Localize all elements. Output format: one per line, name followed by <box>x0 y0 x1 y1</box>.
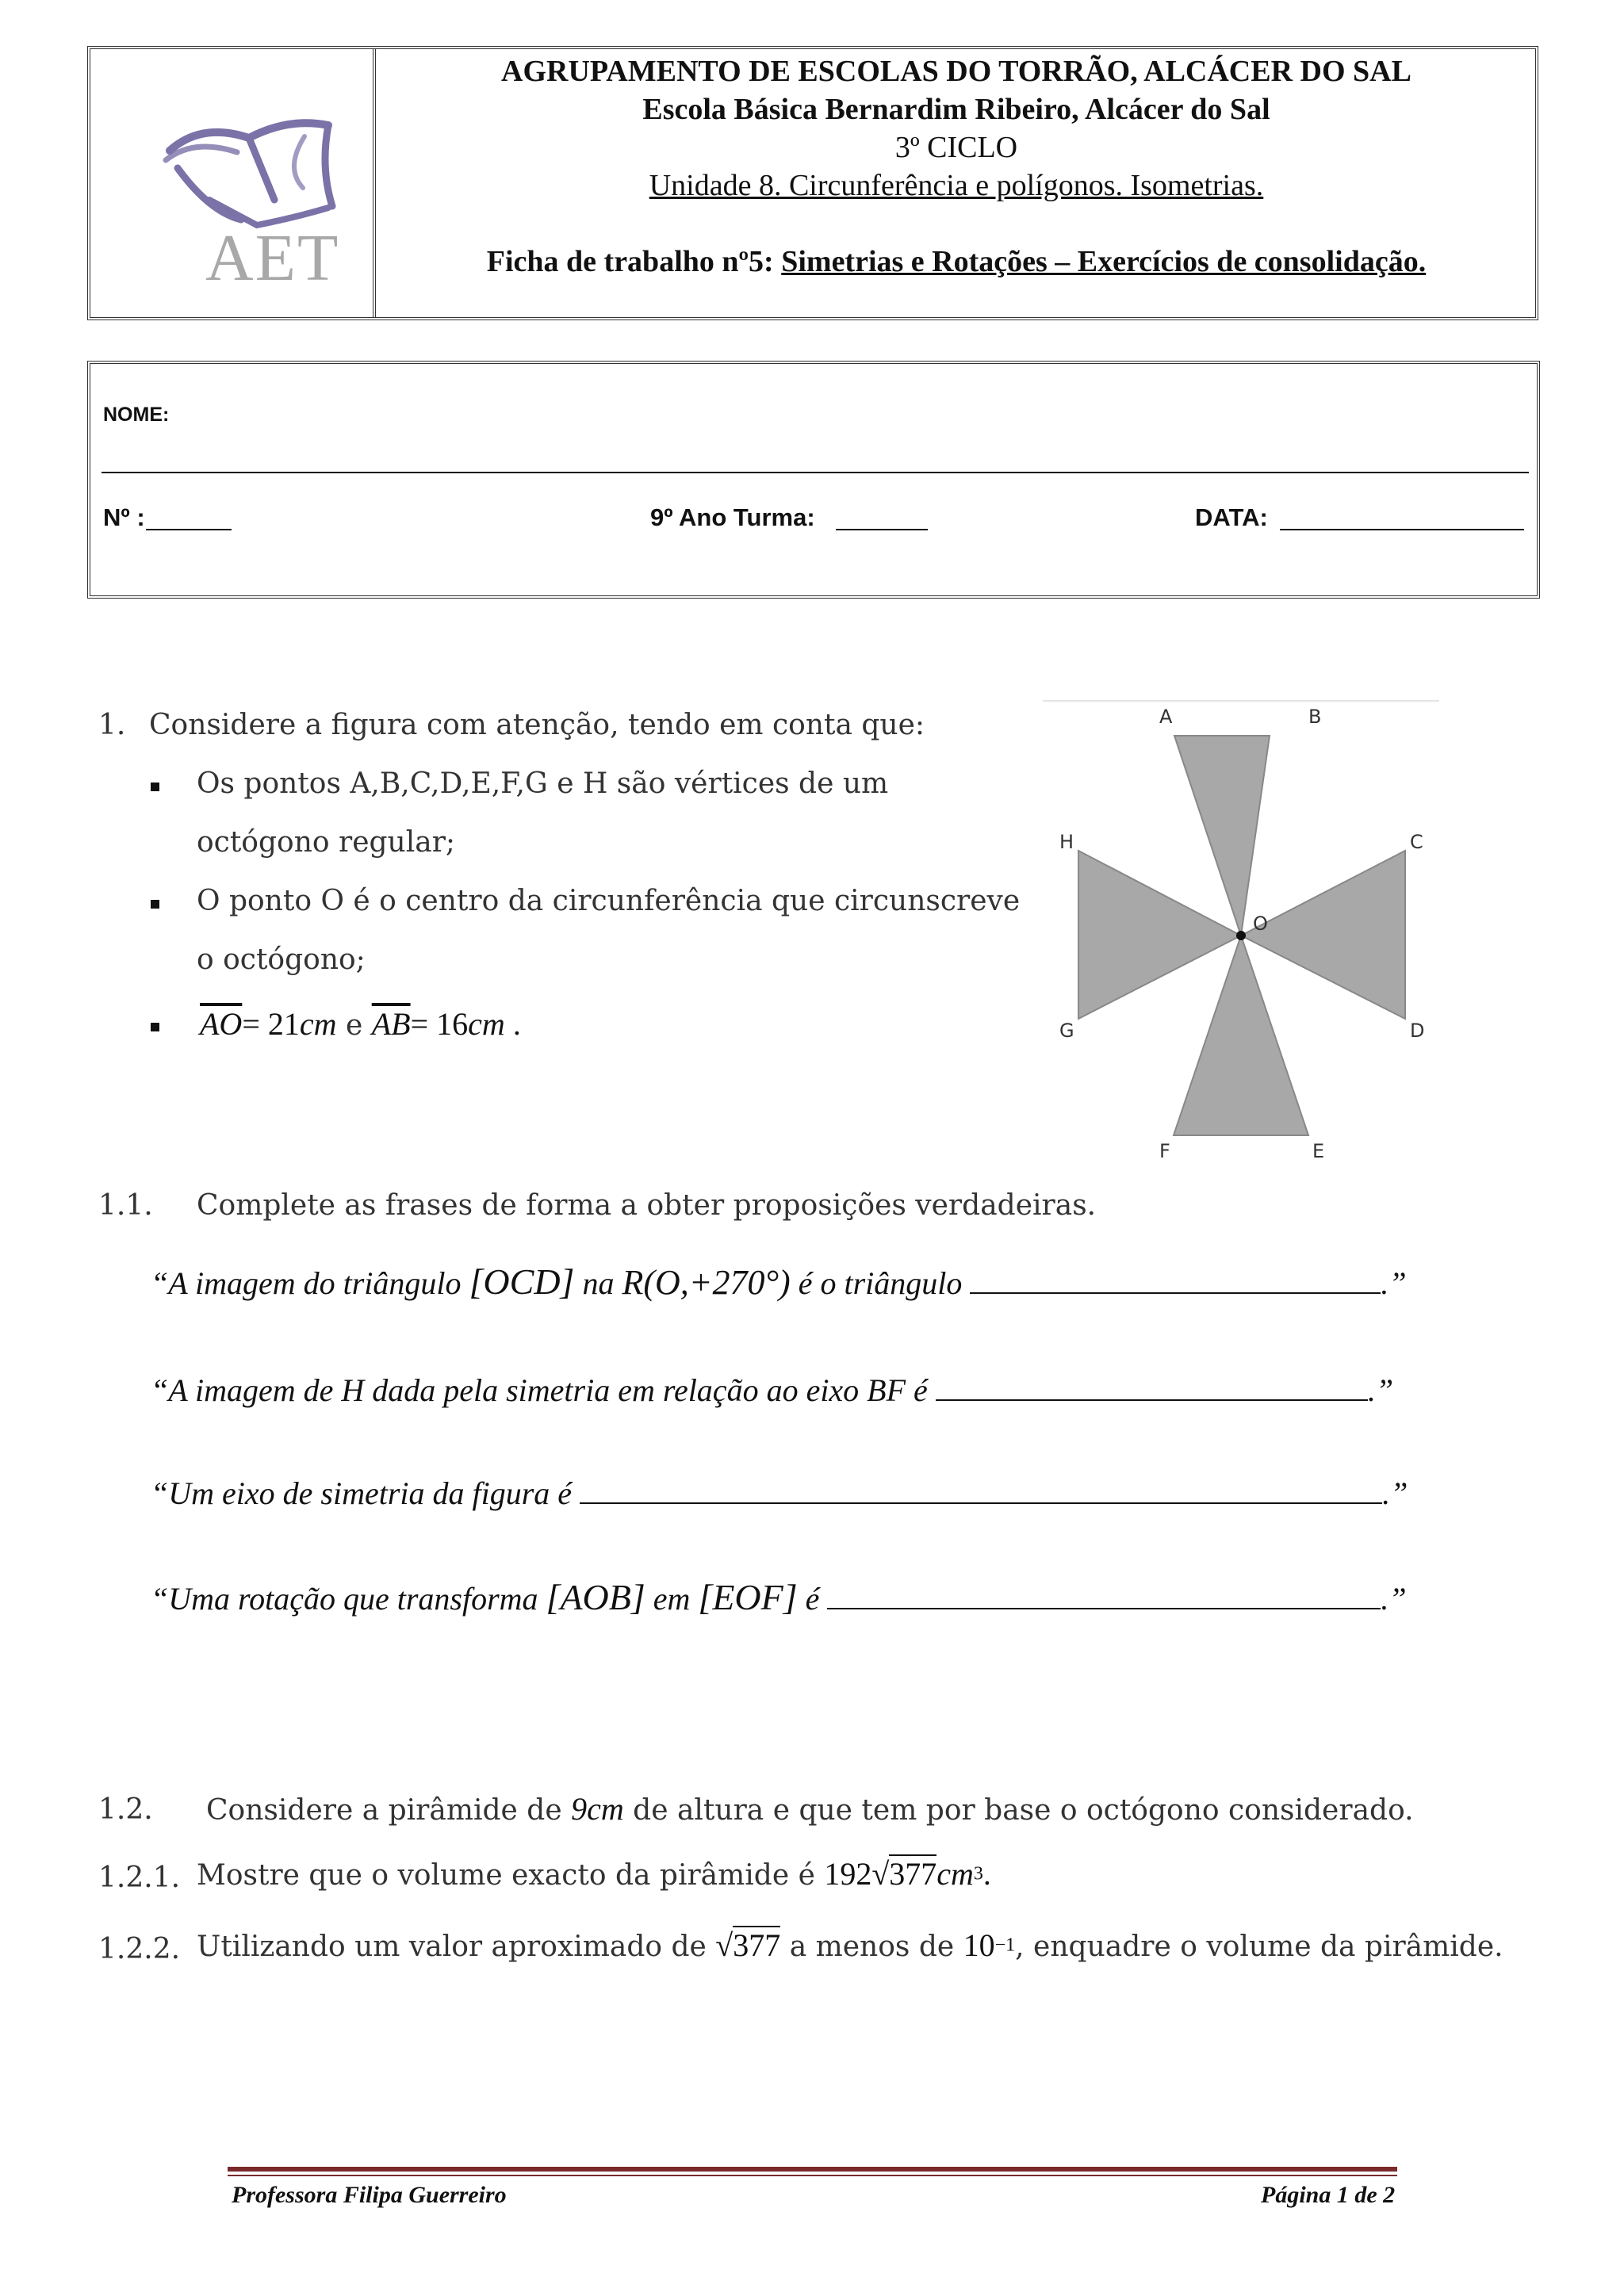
s1-segment: [OCD] <box>469 1261 575 1302</box>
q1-intro: Considere a figura com atenção, tendo em conta que: <box>149 709 925 741</box>
label-c: C <box>1410 831 1423 853</box>
s1-part-b: na <box>574 1265 622 1301</box>
footer-page: Página 1 de 2 <box>1261 2182 1396 2208</box>
sentence-3 <box>151 1475 1408 1512</box>
footer-teacher: Professora Filipa Guerreiro <box>232 2182 507 2208</box>
s1-rotation: R(O,+270°) <box>622 1263 791 1302</box>
triangle-aob <box>1174 736 1270 936</box>
q122-text-c: , enquadre o volume da pirâmide. <box>1015 1931 1503 1963</box>
s1-end: .” <box>1381 1265 1407 1301</box>
s4-part-a: “Uma rotação que transforma <box>151 1581 546 1617</box>
volume-exponent: 3 <box>973 1863 983 1885</box>
date-label: DATA: <box>1195 503 1268 531</box>
class-label: 9º Ano Turma: <box>650 503 815 531</box>
s2-end: .” <box>1367 1372 1394 1408</box>
name-label: NOME: <box>103 404 170 426</box>
footer-rule-thick <box>228 2167 1397 2172</box>
s2-part-a: “A imagem de H dada pela simetria em relação ao eixo BF é <box>151 1372 936 1408</box>
s1-part-a: “A imagem do triângulo <box>151 1265 469 1301</box>
and-word: e <box>336 1009 372 1042</box>
s3-end: .” <box>1382 1475 1408 1511</box>
power-base: 10 <box>963 1927 995 1963</box>
label-o: O <box>1253 913 1268 935</box>
q12-line <box>206 1790 1414 1827</box>
octagon-figure <box>1039 698 1443 1158</box>
name-line[interactable] <box>102 472 1529 473</box>
bullet-3 <box>151 1023 159 1031</box>
radicand-1: 377 <box>889 1856 937 1892</box>
logo-text: AET <box>205 221 340 295</box>
q11-text: Complete as frases de forma a obter proposições verdadeiras. <box>197 1189 1097 1222</box>
bullet-2 <box>151 900 159 909</box>
label-d: D <box>1410 1020 1425 1042</box>
footer-rule-thin <box>228 2175 1397 2176</box>
q11-number: 1.1. <box>98 1189 153 1222</box>
q121-text: Mostre que o volume exacto da pirâmide é <box>197 1859 825 1892</box>
triangle-goh <box>1078 851 1241 1019</box>
s4-part-b: em <box>645 1581 699 1617</box>
sqrt-symbol-2: √ <box>715 1927 733 1963</box>
number-label: Nº : <box>103 503 145 531</box>
sentence-2 <box>151 1372 1393 1409</box>
q122-text-a: Utilizando um valor aproximado de <box>197 1931 716 1963</box>
s4-segment-1: [AOB] <box>546 1577 645 1617</box>
volume-unit: cm <box>936 1856 974 1892</box>
q121-number: 1.2.1. <box>98 1862 181 1894</box>
s4-end: .” <box>1381 1581 1407 1617</box>
ab-unit: cm <box>468 1006 505 1042</box>
header-box <box>87 46 1538 320</box>
q1-bullet2a: O ponto O é o centro da circunferência que circunscreve <box>197 885 1021 917</box>
class-line[interactable] <box>836 529 928 530</box>
label-f: F <box>1159 1140 1170 1158</box>
volume-coefficient: 192 <box>824 1856 872 1892</box>
answer-blank-3[interactable] <box>580 1475 1382 1504</box>
number-line[interactable] <box>146 529 232 530</box>
worksheet-topic: Simetrias e Rotações – Exercícios de consolidação. <box>781 245 1427 278</box>
q1-bullet1a: Os pontos A,B,C,D,E,F,G e H são vértices de um <box>197 767 889 800</box>
sentence-4 <box>151 1576 1407 1618</box>
triangle-eof <box>1174 936 1308 1135</box>
school-name: Escola Básica Bernardim Ribeiro, Alcácer do Sal <box>642 93 1270 126</box>
worksheet-prefix: Ficha de trabalho nº5: <box>486 245 782 278</box>
label-g: G <box>1059 1020 1074 1042</box>
answer-blank-1[interactable] <box>970 1265 1381 1294</box>
sqrt-symbol-1: √ <box>871 1856 890 1892</box>
power-exponent: −1 <box>994 1934 1016 1956</box>
student-info-box <box>87 361 1540 599</box>
bullet3-dot: . <box>504 1006 521 1042</box>
radicand-2: 377 <box>733 1927 781 1963</box>
label-b: B <box>1308 706 1322 728</box>
s3-part-a: “Um eixo de simetria da figura é <box>151 1475 580 1511</box>
s4-segment-2: [EOF] <box>698 1577 798 1617</box>
date-line[interactable] <box>1280 529 1524 530</box>
segment-ao: $\overline{AO}$ <box>200 1006 243 1042</box>
q12-text-b: de altura e que tem por base o octógono considerado. <box>623 1794 1414 1827</box>
q122-number: 1.2.2. <box>98 1933 181 1965</box>
q12-text-a: Considere a pirâmide de <box>206 1794 572 1827</box>
ao-unit: cm <box>299 1006 337 1042</box>
answer-blank-2[interactable] <box>936 1372 1368 1401</box>
label-e: E <box>1312 1140 1325 1158</box>
q121-line <box>197 1855 991 1892</box>
pyramid-height: 9cm <box>571 1791 624 1827</box>
bullet-1 <box>151 783 159 791</box>
answer-blank-4[interactable] <box>827 1581 1381 1609</box>
q1-number: 1. <box>98 709 126 741</box>
center-point <box>1236 931 1246 940</box>
q1-bullet2b: o octógono; <box>197 943 366 976</box>
logo-cell <box>90 49 376 317</box>
unit-title: Unidade 8. Circunferência e polígonos. Isometrias. <box>649 169 1264 202</box>
sentence-1 <box>151 1261 1407 1303</box>
ao-value: = 21 <box>242 1006 300 1042</box>
school-group: AGRUPAMENTO DE ESCOLAS DO TORRÃO, ALCÁCER DO SAL <box>501 55 1411 88</box>
ab-value: = 16 <box>410 1006 469 1042</box>
q1-bullet1b: octógono regular; <box>197 826 456 859</box>
s4-part-c: é <box>797 1581 828 1617</box>
q1-bullet3 <box>200 1005 521 1043</box>
q121-dot: . <box>982 1856 991 1892</box>
label-h: H <box>1059 831 1074 853</box>
triangle-ocd <box>1241 851 1405 1019</box>
worksheet-title <box>377 244 1535 279</box>
s1-part-c: é o triângulo <box>790 1265 971 1301</box>
q122-text-b: a menos de <box>780 1931 963 1963</box>
q122-line <box>197 1927 1503 1964</box>
label-a: A <box>1159 706 1173 728</box>
header-text <box>377 49 1535 317</box>
segment-ab: $\overline{AB}$ <box>371 1006 411 1042</box>
q12-number: 1.2. <box>98 1793 153 1826</box>
cycle: 3º CICLO <box>894 131 1018 164</box>
